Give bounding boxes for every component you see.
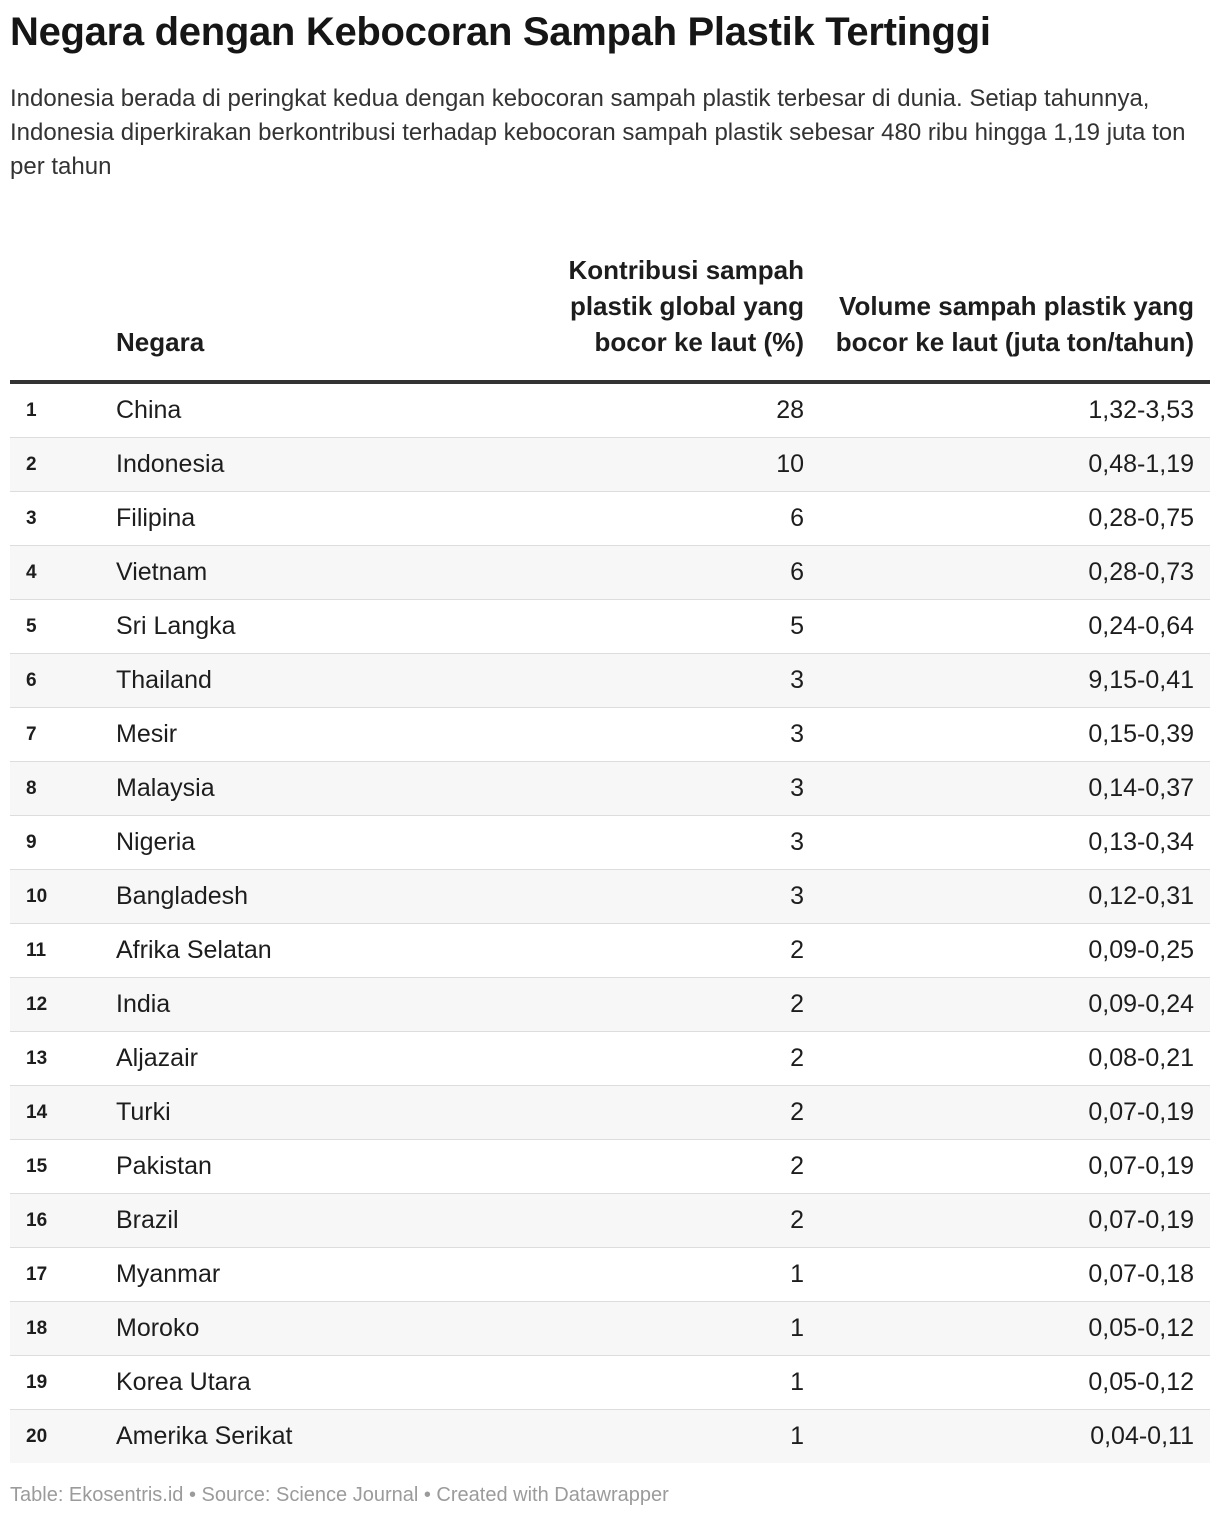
data-table	[10, 230, 1210, 1463]
page-subtitle: Indonesia berada di peringkat kedua dengan kebocoran sampah plastik terbesar di dunia. Setiap tahunnya, Indonesia diperkirakan berkontribusi terhadap kebocoran sampah plastik sebesar 480 ribu hingga 1,19 juta ton per tahun	[10, 85, 1186, 180]
table-row	[10, 762, 1210, 816]
cell-rank: 8	[10, 762, 116, 816]
cell-rank: 15	[10, 1140, 116, 1194]
cell-country: Moroko	[116, 1302, 536, 1356]
cell-percent: 2	[536, 1194, 820, 1248]
cell-volume: 9,15-0,41	[820, 654, 1210, 708]
cell-rank: 5	[10, 600, 116, 654]
cell-percent: 3	[536, 708, 820, 762]
cell-volume: 0,09-0,25	[820, 924, 1210, 978]
table-row	[10, 1302, 1210, 1356]
table-row	[10, 1248, 1210, 1302]
cell-country: Vietnam	[116, 546, 536, 600]
cell-volume: 0,14-0,37	[820, 762, 1210, 816]
cell-percent: 1	[536, 1302, 820, 1356]
cell-rank: 3	[10, 492, 116, 546]
table-row	[10, 1410, 1210, 1464]
cell-country: Sri Langka	[116, 600, 536, 654]
cell-volume: 0,08-0,21	[820, 1032, 1210, 1086]
table-row	[10, 1194, 1210, 1248]
cell-percent: 2	[536, 1140, 820, 1194]
cell-country: Bangladesh	[116, 870, 536, 924]
table-row	[10, 1086, 1210, 1140]
cell-volume: 0,07-0,19	[820, 1140, 1210, 1194]
cell-percent: 1	[536, 1410, 820, 1464]
cell-percent: 5	[536, 600, 820, 654]
table-row	[10, 546, 1210, 600]
cell-country: Afrika Selatan	[116, 924, 536, 978]
cell-percent: 2	[536, 978, 820, 1032]
cell-volume: 0,28-0,73	[820, 546, 1210, 600]
cell-volume: 0,15-0,39	[820, 708, 1210, 762]
cell-volume: 0,04-0,11	[820, 1410, 1210, 1464]
cell-percent: 3	[536, 816, 820, 870]
column-header-rank	[10, 230, 116, 382]
column-header-volume: Volume sampah plastik yang bocor ke laut (juta ton/tahun)	[820, 230, 1210, 382]
table-row	[10, 438, 1210, 492]
cell-percent: 28	[536, 382, 820, 438]
cell-percent: 2	[536, 924, 820, 978]
cell-percent: 1	[536, 1248, 820, 1302]
cell-percent: 1	[536, 1356, 820, 1410]
cell-rank: 4	[10, 546, 116, 600]
cell-volume: 1,32-3,53	[820, 382, 1210, 438]
cell-percent: 3	[536, 762, 820, 816]
cell-rank: 18	[10, 1302, 116, 1356]
table-row	[10, 1140, 1210, 1194]
table-row	[10, 492, 1210, 546]
cell-volume: 0,09-0,24	[820, 978, 1210, 1032]
column-header-percent: Kontribusi sampah plastik global yang bocor ke laut (%)	[536, 230, 820, 382]
cell-volume: 0,13-0,34	[820, 816, 1210, 870]
table-row	[10, 1032, 1210, 1086]
cell-volume: 0,05-0,12	[820, 1356, 1210, 1410]
page-title: Negara dengan Kebocoran Sampah Plastik Tertinggi	[10, 10, 991, 54]
cell-percent: 3	[536, 870, 820, 924]
cell-percent: 2	[536, 1032, 820, 1086]
table-header-row	[10, 230, 1210, 382]
cell-rank: 12	[10, 978, 116, 1032]
cell-rank: 11	[10, 924, 116, 978]
cell-rank: 19	[10, 1356, 116, 1410]
cell-country: Thailand	[116, 654, 536, 708]
cell-rank: 14	[10, 1086, 116, 1140]
cell-rank: 6	[10, 654, 116, 708]
cell-country: Indonesia	[116, 438, 536, 492]
cell-volume: 0,05-0,12	[820, 1302, 1210, 1356]
cell-country: Mesir	[116, 708, 536, 762]
table-row	[10, 1356, 1210, 1410]
table-row	[10, 654, 1210, 708]
cell-country: Korea Utara	[116, 1356, 536, 1410]
cell-volume: 0,48-1,19	[820, 438, 1210, 492]
cell-country: Pakistan	[116, 1140, 536, 1194]
cell-rank: 7	[10, 708, 116, 762]
cell-rank: 1	[10, 382, 116, 438]
cell-country: Nigeria	[116, 816, 536, 870]
cell-rank: 16	[10, 1194, 116, 1248]
cell-country: Turki	[116, 1086, 536, 1140]
cell-percent: 6	[536, 492, 820, 546]
cell-percent: 10	[536, 438, 820, 492]
table-row	[10, 816, 1210, 870]
column-header-country: Negara	[116, 230, 536, 382]
cell-volume: 0,07-0,18	[820, 1248, 1210, 1302]
cell-country: Brazil	[116, 1194, 536, 1248]
table-row	[10, 708, 1210, 762]
cell-country: Myanmar	[116, 1248, 536, 1302]
cell-country: India	[116, 978, 536, 1032]
cell-volume: 0,24-0,64	[820, 600, 1210, 654]
cell-volume: 0,07-0,19	[820, 1086, 1210, 1140]
cell-country: Amerika Serikat	[116, 1410, 536, 1464]
cell-percent: 3	[536, 654, 820, 708]
table-row	[10, 600, 1210, 654]
cell-rank: 17	[10, 1248, 116, 1302]
cell-rank: 13	[10, 1032, 116, 1086]
cell-volume: 0,12-0,31	[820, 870, 1210, 924]
cell-country: Malaysia	[116, 762, 536, 816]
table-row	[10, 870, 1210, 924]
cell-percent: 2	[536, 1086, 820, 1140]
table-row	[10, 924, 1210, 978]
cell-volume: 0,28-0,75	[820, 492, 1210, 546]
table-row	[10, 382, 1210, 438]
cell-rank: 2	[10, 438, 116, 492]
table-body	[10, 382, 1210, 1463]
cell-rank: 20	[10, 1410, 116, 1464]
footer-credits: Table: Ekosentris.id • Source: Science Journal • Created with Datawrapper	[10, 1484, 669, 1506]
cell-rank: 10	[10, 870, 116, 924]
cell-rank: 9	[10, 816, 116, 870]
cell-volume: 0,07-0,19	[820, 1194, 1210, 1248]
cell-percent: 6	[536, 546, 820, 600]
table-row	[10, 978, 1210, 1032]
cell-country: China	[116, 382, 536, 438]
cell-country: Aljazair	[116, 1032, 536, 1086]
cell-country: Filipina	[116, 492, 536, 546]
